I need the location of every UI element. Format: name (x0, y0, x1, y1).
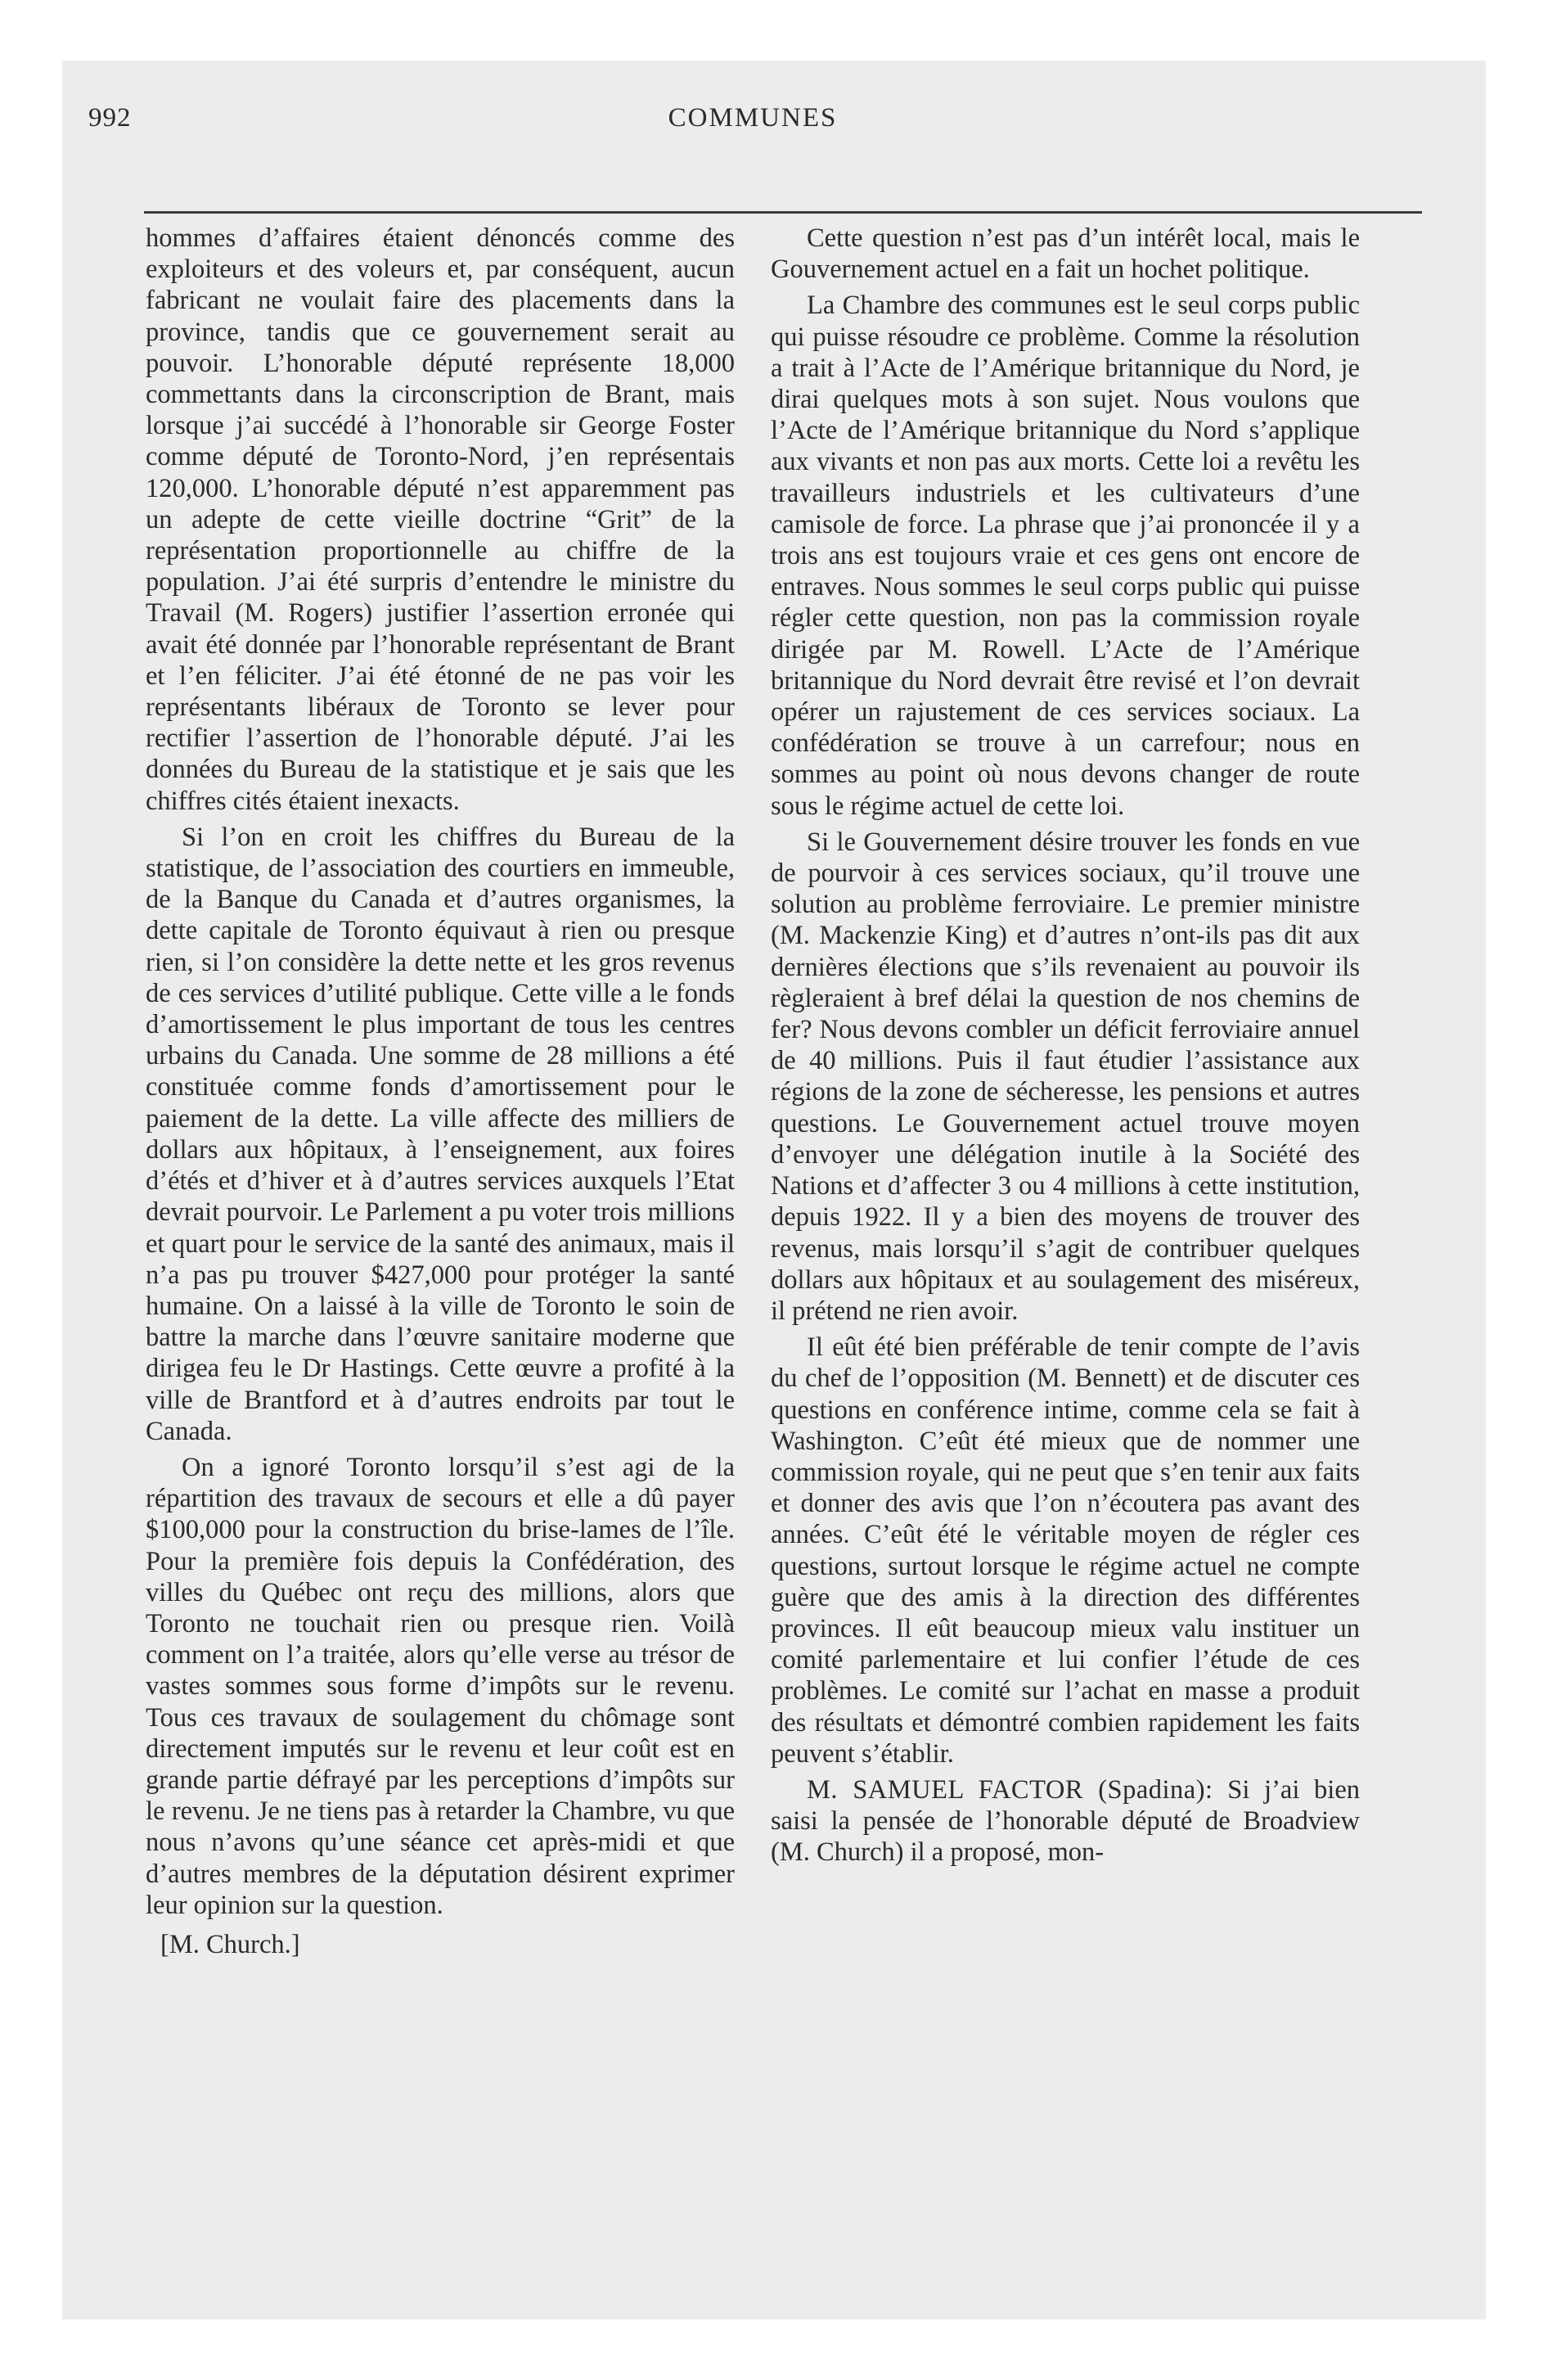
paragraph: Si le Gouvernement désire trouver les fonds en vue de pourvoir à ces services sociaux, qu’il trouve une solution au problème ferroviaire. Le premier ministre (M. Mackenzie King) et d’autres n’ont-ils pas dit aux dernières élections que s’ils revenaient au pouvoir ils règleraient à bref délai la question de nos chemins de fer? Nous devons combler un déficit ferroviaire annuel de 40 millions. Puis il faut étudier l’assistance aux régions de la zone de sécheresse, les pensions et autres questions. Le Gouvernement actuel trouve moyen d’envoyer une délégation inutile à la Société des Nations et d’affecter 3 ou 4 millions à cette institution, depuis 1922. Il y a bien des moyens de trouver des revenus, mais lorsqu’il s’agit de contribuer quelques dollars aux hôpitaux et au soulagement des miséreux, il prétend ne rien avoir. (771, 827, 1360, 1326)
right-column (771, 223, 1360, 1868)
speech-text: Si j’ai bien saisi la pensée de l’honorable député de Broadview (M. Church) il a proposé, mon- (771, 1774, 1360, 1868)
page-number: 992 (88, 103, 132, 133)
paragraph: Il eût été bien préférable de tenir compte de l’avis du chef de l’opposition (M. Bennett) et de discuter ces questions en conférence intime, comme cela se fait à Washington. C’eût été mieux que de nommer une commission royale, qui ne peut que s’en tenir aux faits et donner des avis que l’on n’écoutera pas avant des années. C’eût été le véritable moyen de régler ces questions, surtout lorsque le régime actuel ne compte guère que des amis à la direction des différentes provinces. Il eût beaucoup mieux valu instituer un comité parlementaire et lui confier l’étude de ces problèmes. Le comité sur l’achat en masse a produit des résultats et démontré combien rapidement les faits peuvent s’établir. (771, 1332, 1360, 1769)
paragraph: Cette question n’est pas d’un intérêt local, mais le Gouvernement actuel en a fait un hochet politique. (771, 223, 1360, 285)
speaker-attribution: [M. Church.] (160, 1929, 300, 1959)
paragraph: La Chambre des communes est le seul corps public qui puisse résoudre ce problème. Comme la résolution a trait à l’Acte de l’Amérique britannique du Nord, je dirai quelques mots à son sujet. Nous voulons que l’Acte de l’Amérique britannique du Nord s’applique aux vivants et non pas aux morts. Cette loi a revêtu les travailleurs industriels et les cultivateurs d’une camisole de force. La phrase que j’ai prononcée il y a trois ans est toujours vraie et ces gens ont encore de entraves. Nous sommes le seul corps public qui puisse régler cette question, non pas la commission royale dirigée par M. Rowell. L’Acte de l’Amérique britannique du Nord devrait être revisé et l’on devrait opérer un rajustement de ces services sociaux. La confédération se trouve à un carrefour; nous en sommes au point où nous devons changer de route sous le régime actuel de cette loi. (771, 291, 1360, 821)
header-rule (144, 211, 1422, 214)
paragraph: On a ignoré Toronto lorsqu’il s’est agi de la répartition des travaux de secours et elle a dû payer $100,000 pour la construction du brise-lames de l’île. Pour la première fois depuis la Confédération, des villes du Québec ont reçu des millions, alors que Toronto ne touchait rien ou presque rien. Voilà comment on l’a traitée, alors qu’elle verse au trésor de vastes sommes sous forme d’impôts sur le revenu. Tous ces travaux de soulagement du chômage sont directement imputés sur le revenu et leur coût est en grande partie défrayé par les perceptions d’impôts sur le revenu. Je ne tiens pas à retarder la Chambre, vu que nous n’avons qu’une séance cet après-midi et que d’autres membres de la députation désirent exprimer leur opinion sur la question. (146, 1452, 735, 1920)
speech-paragraph (771, 1774, 1360, 1868)
paragraph: hommes d’affaires étaient dénoncés comme des exploiteurs et des voleurs et, par conséquent, aucun fabricant ne voulait faire des placements dans la province, tandis que ce gouvernement serait au pouvoir. L’honorable député représente 18,000 commettants dans la circonscription de Brant, mais lorsque j’ai succédé à l’honorable sir George Foster comme député de Toronto-Nord, j’en représentais 120,000. L’honorable député n’est apparemment pas un adepte de cette vieille doctrine “Grit” de la représentation proportionnelle au chiffre de la population. J’ai été surpris d’entendre le ministre du Travail (M. Rogers) justifier l’assertion erronée qui avait été donnée par l’honorable représentant de Brant et l’en féliciter. J’ai été étonné de ne pas voir les représentants libéraux de Toronto se lever pour rectifier l’assertion de l’honorable député. J’ai les données du Bureau de la statistique et je sais que les chiffres cités étaient inexacts. (146, 223, 735, 816)
running-head: COMMUNES (668, 103, 838, 133)
speaker-name: M. SAMUEL FACTOR (Spadina): (807, 1774, 1213, 1805)
page-header (82, 88, 1424, 146)
paragraph: Si l’on en croit les chiffres du Bureau de la statistique, de l’association des courtiers en immeuble, de la Banque du Canada et d’autres organismes, la dette capitale de Toronto équivaut à rien ou presque rien, si l’on considère la dette nette et les gros revenus de ces services d’utilité publique. Cette ville a le fonds d’amortissement le plus important de tous les centres urbains du Canada. Une somme de 28 millions a été constituée comme fonds d’amortissement pour le paiement de la dette. La ville affecte des milliers de dollars aux hôpitaux, à l’enseignement, aux foires d’étés et d’hiver et à d’autres services auxquels l’Etat devrait pourvoir. Le Parlement a pu voter trois millions et quart pour le service de la santé des animaux, mais il n’a pas pu trouver $427,000 pour protéger la santé humaine. On a laissé à la ville de Toronto le soin de battre la marche dans l’œuvre sanitaire moderne que dirigea feu le Dr Hastings. Cette œuvre a profité à la ville de Brantford et à d’autres endroits par tout le Canada. (146, 822, 735, 1446)
left-column (146, 223, 735, 1960)
